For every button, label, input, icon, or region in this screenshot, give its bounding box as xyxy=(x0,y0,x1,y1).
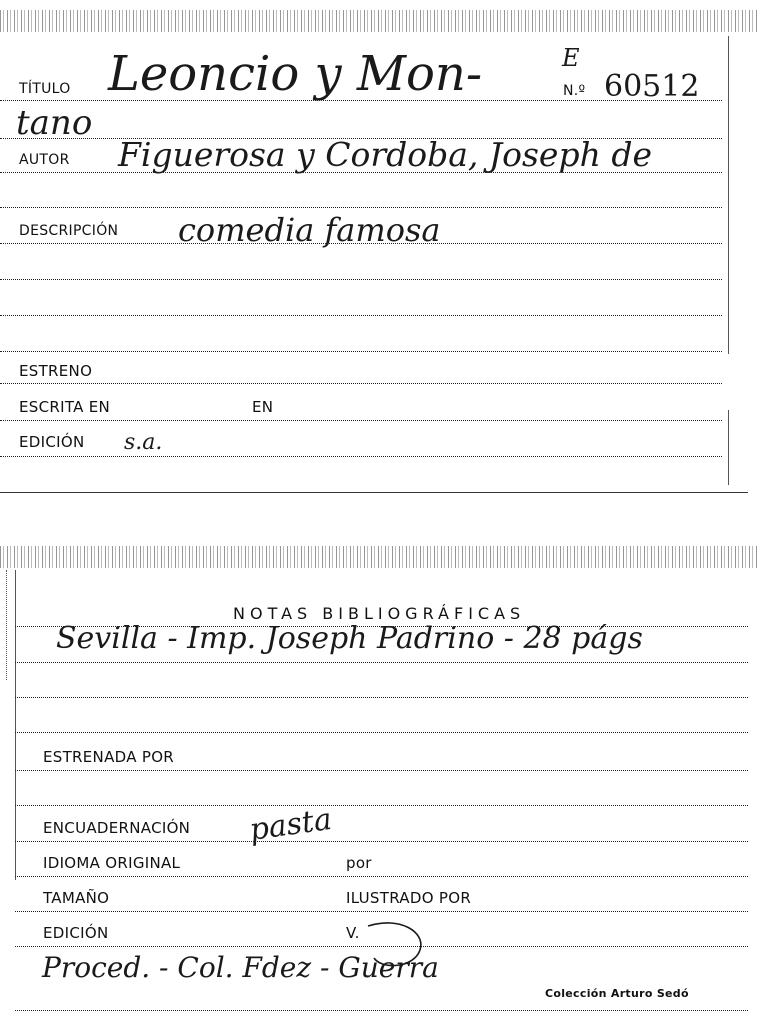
card-bottom-edge xyxy=(0,492,748,493)
rule xyxy=(15,946,748,947)
rule xyxy=(15,697,748,698)
rule xyxy=(15,770,748,771)
rule xyxy=(0,279,722,280)
rule xyxy=(15,662,748,663)
autor-value: Figuerosa y Cordoba, Joseph de xyxy=(118,135,652,174)
card-right-border xyxy=(728,36,729,354)
rule xyxy=(0,383,722,384)
descripcion-value: comedia famosa xyxy=(178,211,441,249)
estrenada-por-label: ESTRENADA POR xyxy=(43,748,175,766)
edicion-label: EDICIÓN xyxy=(19,433,85,451)
card-top-edge xyxy=(0,10,759,32)
rule xyxy=(0,100,722,101)
escrita-en-label: ESCRITA EN xyxy=(19,398,111,416)
numero-label: N.º xyxy=(563,83,586,99)
rule xyxy=(0,351,722,352)
idioma-original-label: IDIOMA ORIGINAL xyxy=(43,854,181,872)
tamano-label: TAMAÑO xyxy=(43,889,110,907)
rule xyxy=(15,841,748,842)
titulo-label: TÍTULO xyxy=(19,81,71,97)
card-left-edge xyxy=(6,570,7,680)
titulo-value-line2: tano xyxy=(16,103,93,143)
edicion-value: s.a. xyxy=(124,430,163,455)
numero-value: 60512 xyxy=(604,69,700,104)
letra-value: E xyxy=(562,44,580,72)
card-left-border xyxy=(15,570,16,880)
rule xyxy=(15,732,748,733)
rule xyxy=(0,243,722,244)
catalog-card-front xyxy=(0,0,759,495)
rule xyxy=(15,1010,748,1011)
rule xyxy=(0,172,722,173)
rule xyxy=(15,805,748,806)
catalog-card-back xyxy=(0,540,759,1028)
notas-value: Sevilla - Imp. Joseph Padrino - 28 págs xyxy=(56,621,643,656)
en-label: EN xyxy=(252,398,274,416)
card-top-edge xyxy=(0,546,759,568)
encuadernacion-value: pasta xyxy=(247,801,334,848)
rule xyxy=(15,876,748,877)
rule xyxy=(0,315,722,316)
estreno-label: ESTRENO xyxy=(19,362,93,380)
encuadernacion-label: ENCUADERNACIÓN xyxy=(43,819,191,837)
descripcion-label: DESCRIPCIÓN xyxy=(19,223,119,239)
procedencia-value: Proced. - Col. Fdez - Guerra xyxy=(42,951,439,984)
rule xyxy=(0,456,722,457)
ilustrado-por-label: ILUSTRADO POR xyxy=(346,889,472,907)
autor-label: AUTOR xyxy=(19,152,70,168)
back-edicion-label: EDICIÓN xyxy=(43,924,109,942)
v-label: V. xyxy=(346,924,360,942)
collection-footer: Colección Arturo Sedó xyxy=(545,987,689,1000)
card-right-border-lower xyxy=(728,410,729,485)
rule xyxy=(0,207,722,208)
titulo-value-line1: Leoncio y Mon- xyxy=(108,46,483,102)
rule xyxy=(15,911,748,912)
rule xyxy=(0,420,722,421)
por-label: por xyxy=(346,854,372,872)
notas-heading: NOTAS BIBLIOGRÁFICAS xyxy=(233,604,526,623)
